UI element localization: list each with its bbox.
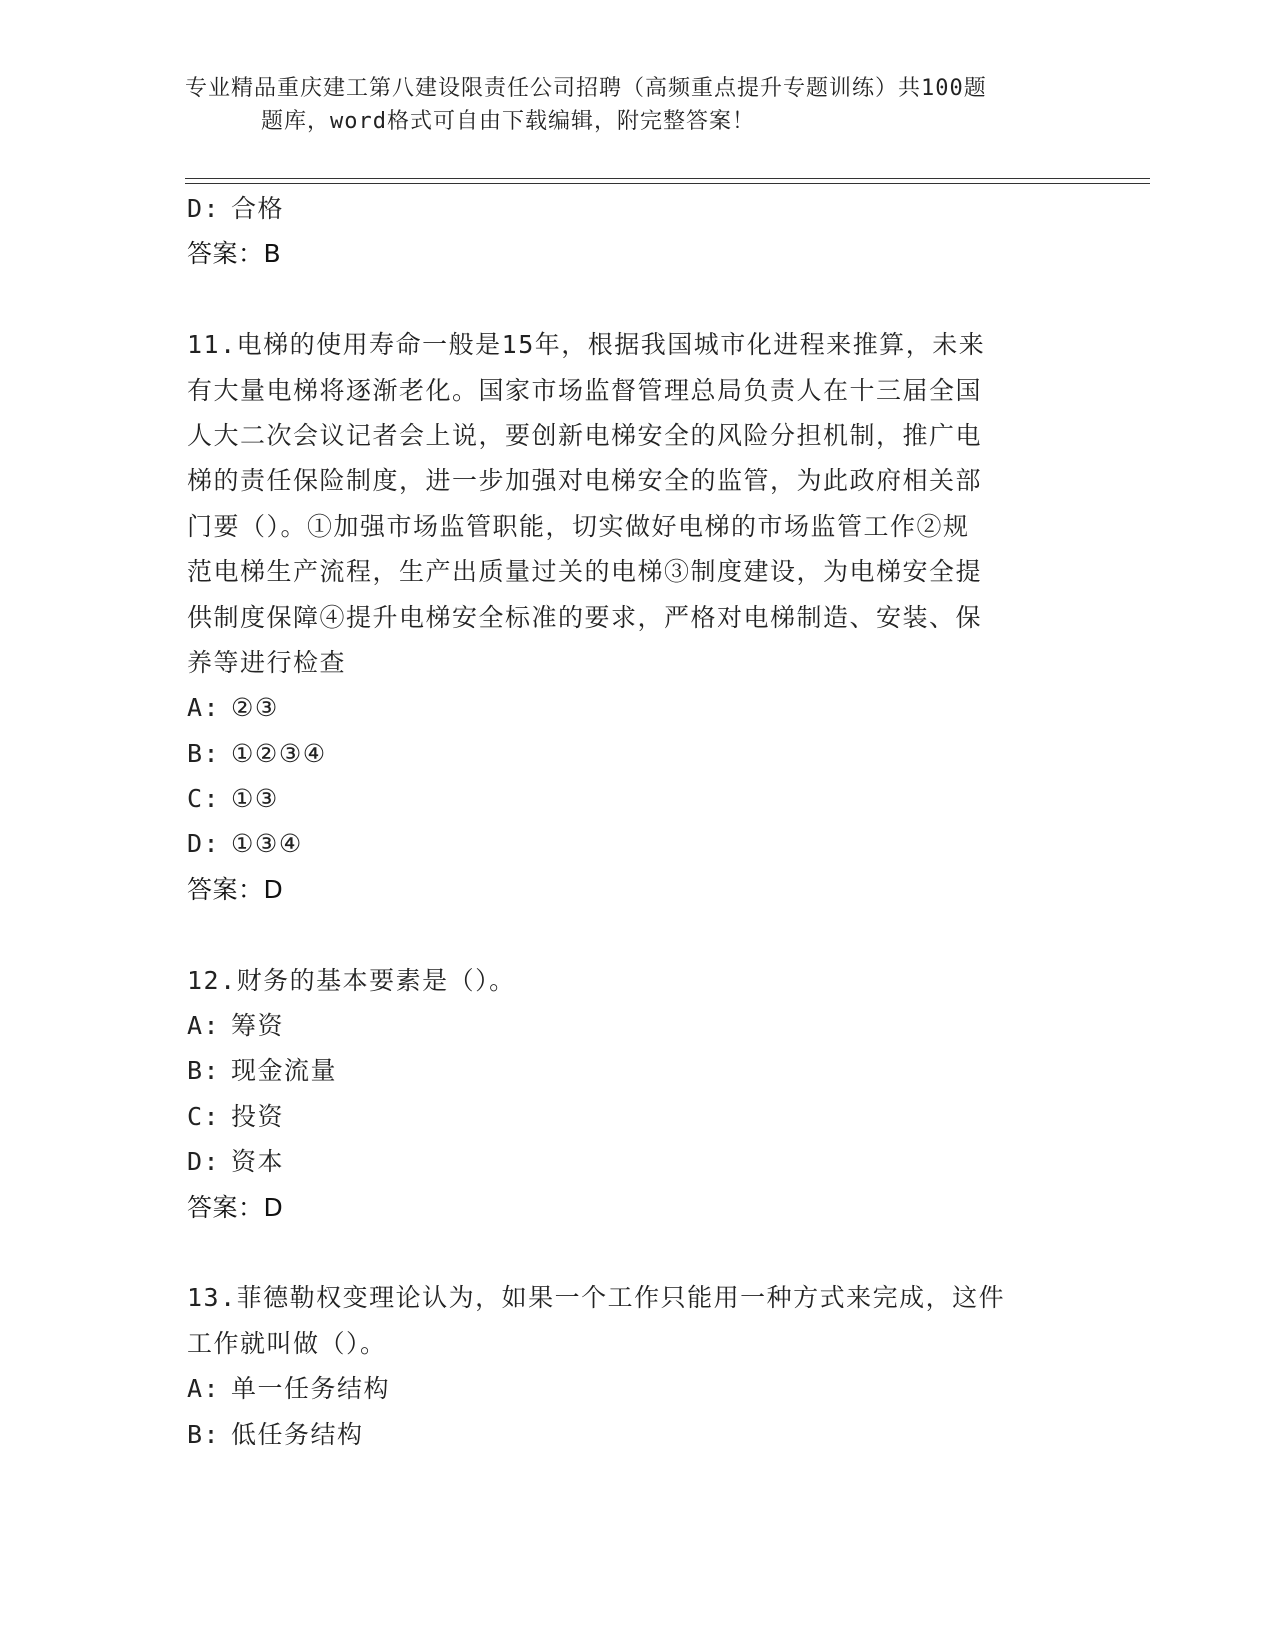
header-title-line-2: 题库，word格式可自由下载编辑，附完整答案！ (261, 109, 755, 134)
option-text: ①③④ (231, 829, 303, 859)
option-label: A: (187, 1011, 221, 1041)
stem-line: 11.电梯的使用寿命一般是15年，根据我国城市化进程来推算，未来 (187, 330, 986, 360)
header-divider-bottom (185, 183, 1150, 184)
question-13-option-b (187, 1412, 1067, 1457)
option-label: D: (187, 194, 221, 223)
option-text: 筹资 (231, 1011, 285, 1041)
option-text: ①②③④ (231, 738, 327, 768)
prev-option-d (187, 186, 1067, 231)
stem-line: 范电梯生产流程，生产出质量过关的电梯③制度建设，为电梯安全提 (187, 557, 983, 587)
spacer (187, 912, 1067, 957)
stem-line: 人大二次会议记者会上说，要创新电梯安全的风险分担机制，推广电 (187, 420, 983, 450)
question-12-option-a (187, 1003, 1067, 1048)
spacer (187, 277, 1067, 322)
stem-line: 供制度保障④提升电梯安全标准的要求，严格对电梯制造、安装、保 (187, 602, 983, 632)
option-label: D: (187, 1147, 221, 1177)
option-text: 资本 (231, 1147, 285, 1177)
option-text: 现金流量 (231, 1056, 338, 1086)
option-text: 投资 (231, 1101, 285, 1131)
option-label: C: (187, 1101, 221, 1131)
option-label: B: (187, 1056, 221, 1086)
option-label: A: (187, 1374, 221, 1404)
option-label: A: (187, 693, 221, 723)
spacer (187, 1230, 1067, 1275)
option-text: 低任务结构 (231, 1419, 364, 1449)
option-text: 合格 (231, 194, 285, 223)
stem-line: 12.财务的基本要素是（）。 (187, 965, 516, 995)
question-13-stem (187, 1275, 1067, 1366)
stem-line: 养等进行检查 (187, 647, 347, 677)
option-text: ①③ (231, 784, 279, 814)
page-header (185, 72, 1065, 138)
question-12-option-b (187, 1048, 1067, 1093)
question-13-option-a (187, 1366, 1067, 1411)
question-12-option-d (187, 1139, 1067, 1184)
question-12-option-c (187, 1094, 1067, 1139)
option-label: D: (187, 829, 221, 859)
header-title-line-1: 专业精品重庆建工第八建设限责任公司招聘（高频重点提升专题训练）共100题 (185, 76, 987, 101)
stem-line: 梯的责任保险制度，进一步加强对电梯安全的监管，为此政府相关部 (187, 466, 983, 496)
question-11-option-a (187, 685, 1067, 730)
question-12-answer: 答案：D (187, 1192, 284, 1222)
stem-line: 门要（）。①加强市场监管职能，切实做好电梯的市场监管工作②规 (187, 511, 970, 541)
stem-line: 有大量电梯将逐渐老化。国家市场监督管理总局负责人在十三届全国 (187, 375, 983, 405)
option-label: C: (187, 784, 221, 814)
stem-line: 13.菲德勒权变理论认为，如果一个工作只能用一种方式来完成，这件 (187, 1283, 1006, 1313)
question-content (187, 186, 1067, 1457)
option-text: 单一任务结构 (231, 1374, 391, 1404)
header-divider-top (185, 178, 1150, 179)
prev-answer: 答案：B (187, 239, 282, 269)
question-11-option-b (187, 731, 1067, 776)
option-text: ②③ (231, 693, 279, 723)
question-11-answer: 答案：D (187, 874, 284, 904)
question-11-option-c (187, 776, 1067, 821)
question-11-stem (187, 322, 1067, 685)
stem-line: 工作就叫做（）。 (187, 1328, 387, 1358)
question-11-option-d (187, 821, 1067, 866)
option-label: B: (187, 738, 221, 768)
question-12-stem (187, 958, 1067, 1003)
option-label: B: (187, 1419, 221, 1449)
